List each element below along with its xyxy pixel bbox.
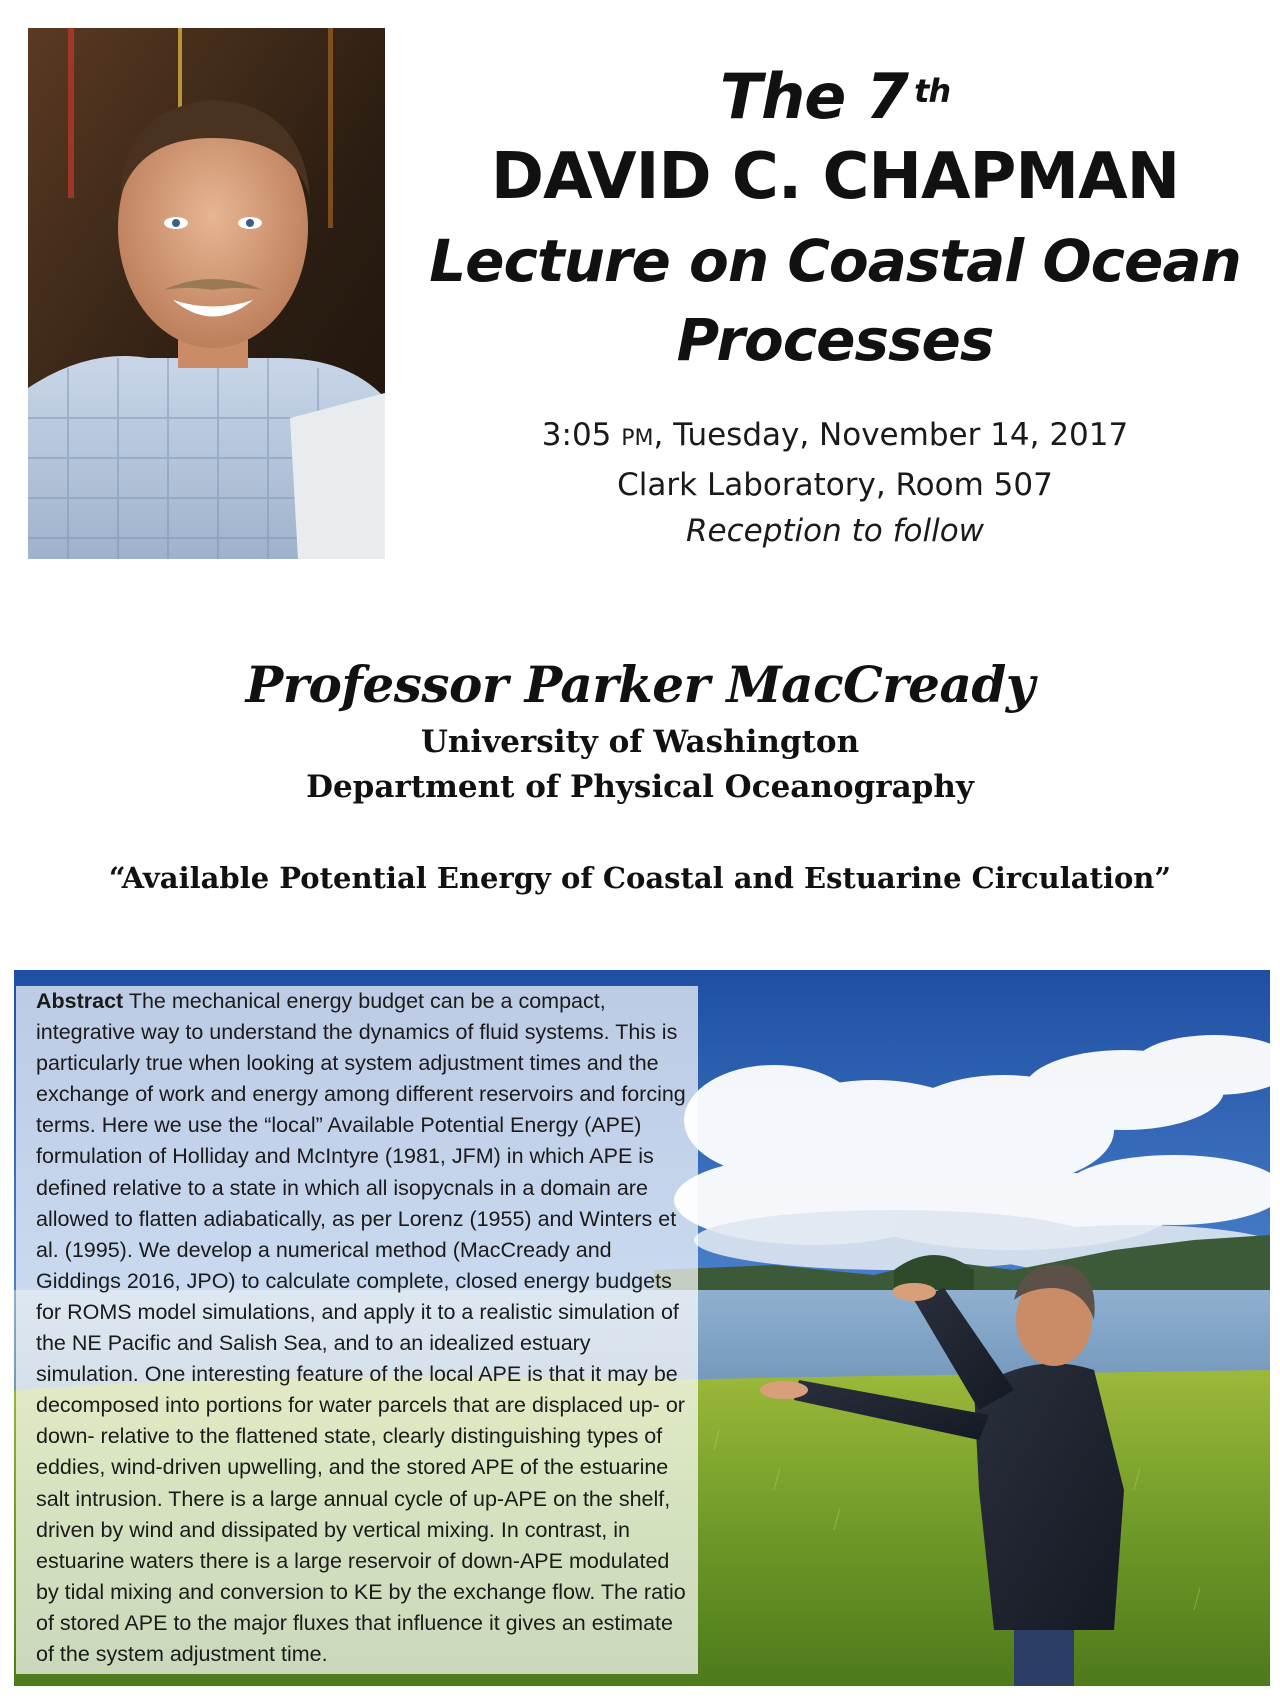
abstract-label: Abstract [36, 989, 124, 1013]
title-line-processes: Processes [676, 306, 994, 374]
event-datetime: 3:05 PM, Tuesday, November 14, 2017 [541, 417, 1129, 453]
speaker-info [0, 650, 1280, 810]
portrait-photo [28, 28, 385, 559]
title-line-lecture: Lecture on Coastal Ocean [429, 227, 1241, 295]
abstract-text [36, 986, 686, 1670]
talk-title: “Available Potential Energy of Coastal and Estuarine Circulation” [108, 861, 1172, 895]
speaker-department: Department of Physical Oceanography [306, 769, 974, 805]
title-line-name: DAVID C. CHAPMAN [490, 140, 1180, 214]
speaker-name: Professor Parker MacCready [245, 655, 1035, 714]
title-line-ordinal: The 7 $^{th}$ [719, 60, 951, 133]
event-note: Reception to follow [685, 513, 985, 549]
lecture-title [420, 60, 1250, 378]
abstract-body: The mechanical energy budget can be a compact, integrative way to understand the dynamics of fluid systems. This is particularly true when looking at system adjustment times and the exchange of work and energy among different reservoirs and forcing terms. Here we use the “local” Available Potential Energy (APE) formulation of Holliday and McIntyre (1981, JFM) in which APE is defined relative to a state in which all isopycnals in a domain are allowed to flatten adiabatically, as per Lorenz (1955) and Winters et al. (1995). We develop a numerical method (MacCready and Giddings 2016, JPO) to calculate complete, closed energy budgets for ROMS model simulations, and apply it to a realistic simulation of the NE Pacific and Salish Sea, and to an idealized estuary simulation. One interesting feature of the local APE is that it may be decomposed into portions for water parcels that are displaced up- or down- relative to the flattened state, clearly distinguishing types of eddies, wind-driven upwelling, and the stored APE of the estuarine salt intrusion. There is a large annual cycle of up-APE on the shelf, driven by wind and dissipated by vertical mixing. In contrast, in estuarine waters there is a large reservoir of down-APE modulated by tidal mixing and conversion to KE by the exchange flow. The ratio of stored APE to the major fluxes that influence it gives an estimate of the system adjustment time. [36, 989, 686, 1666]
event-location: Clark Laboratory, Room 507 [617, 467, 1053, 503]
abstract-panel [16, 986, 698, 1674]
event-details [430, 412, 1240, 554]
ordinal-suffix: th [914, 72, 951, 110]
speaker-university: University of Washington [420, 724, 860, 760]
